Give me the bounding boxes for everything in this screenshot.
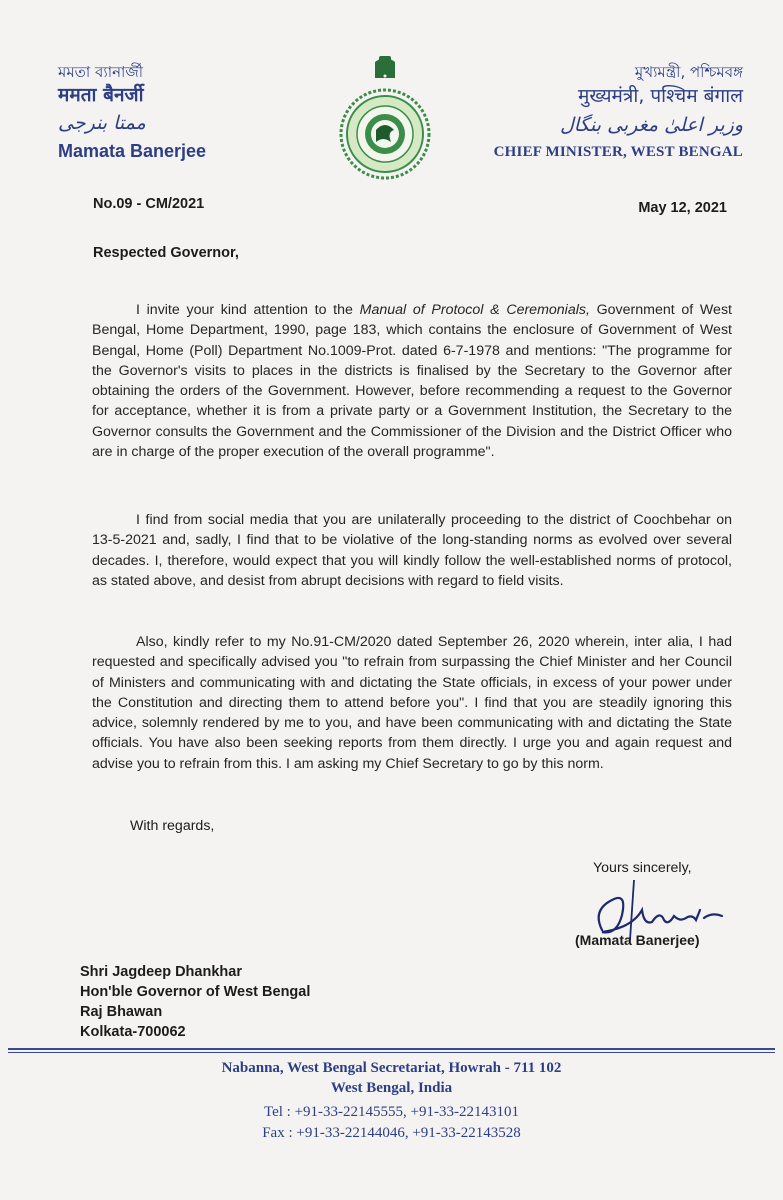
urdu-name: ممتا بنرجی (58, 112, 146, 134)
addressee-block (80, 962, 310, 1042)
footer-address: Nabanna, West Bengal Secretariat, Howrah - 711 102 (221, 1060, 562, 1076)
hindi-name: ममता बैनर्जी (58, 84, 144, 106)
addressee-title: Hon'ble Governor of West Bengal (80, 984, 311, 1000)
paragraph-3 (92, 632, 732, 774)
footer-telephone: Tel : +91-33-22145555, +91-33-22143101 (263, 1104, 519, 1120)
letterhead-left (58, 62, 298, 164)
letterhead-right (443, 62, 743, 164)
footer-divider-thin (8, 1052, 775, 1053)
reference-number: No.09 - CM/2021 (93, 196, 205, 212)
closing: Yours sincerely, (593, 860, 692, 876)
paragraph-3-text: Also, kindly refer to my No.91-CM/2020 dated September 26, 2020 wherein, inter alia, I had requested and specifically advised you "to refrain from surpassing the Chief Minister and her Council of Ministers and communicating with and dictating the State officials, in excess of your power under the Constitution and directing them to attend before you". I find that you are steadily ignoring this advice, solemnly rendered by me to you, and have been communicating with and dictating the State officials. You have also been seeking reports from them directly. I urge you and again request and advise you to refrain from this. I am asking my Chief Secretary to go by this norm. (92, 634, 732, 772)
addressee-name: Shri Jagdeep Dhankhar (80, 964, 242, 980)
bengali-title: মুখ্যমন্ত্রী, পশ্চিমবঙ্গ (634, 63, 743, 81)
signatory-name: (Mamata Banerjee) (575, 932, 700, 948)
paragraph-2 (92, 510, 732, 591)
west-bengal-emblem-icon (335, 52, 435, 182)
footer-divider (8, 1048, 775, 1050)
paragraph-1-rest: Government of West Bengal, Home Department, 1990, page 183, which contains the enclosure of Government of West Bengal, Home (Poll) Department No.1009-Prot. dated 6-7-1978 and mentions: "The programme for the Governor's visits to places in the districts is finalised by the Secretary to the Governor after obtaining the orders of the Government. However, before recommending a request to the Governor for acceptance, whether it is from a private party or a Government Institution, the Secretary to the Governor consults the Government and the Commissioner of the Division and the District Officer who are in charge of the proper execution of the overall programme". (92, 302, 732, 461)
footer-fax: Fax : +91-33-22144046, +91-33-22143528 (262, 1125, 521, 1141)
paragraph-1-start: I invite your kind attention to the (136, 302, 360, 318)
letter-date: May 12, 2021 (638, 200, 727, 216)
letterhead-footer (0, 1058, 783, 1144)
regards: With regards, (130, 818, 215, 834)
paragraph-1 (92, 300, 732, 462)
addressee-city: Kolkata-700062 (80, 1024, 186, 1040)
manual-title: Manual of Protocol & Ceremonials, (359, 302, 590, 318)
footer-region: West Bengal, India (330, 1080, 453, 1096)
english-name: Mamata Banerjee (58, 141, 207, 161)
paragraph-2-text: I find from social media that you are unilaterally proceeding to the district of Coochbehar on 13-5-2021 and, sadly, I find that to be violative of the long-standing norms as evolved over several decades. I, therefore, would expect that you will kindly follow the well-established norms of protocol, as stated above, and desist from abrupt decisions with regard to field visits. (92, 512, 732, 589)
english-title: CHIEF MINISTER, WEST BENGAL (493, 144, 743, 160)
bengali-name: মমতা ব্যানার্জী (58, 63, 144, 81)
salutation: Respected Governor, (93, 245, 239, 261)
urdu-title: وزیر اعلیٰ مغربی بنگال (559, 114, 743, 136)
addressee-office: Raj Bhawan (80, 1004, 163, 1020)
hindi-title: मुख्यमंत्री, पश्चिम बंगाल (578, 85, 743, 107)
